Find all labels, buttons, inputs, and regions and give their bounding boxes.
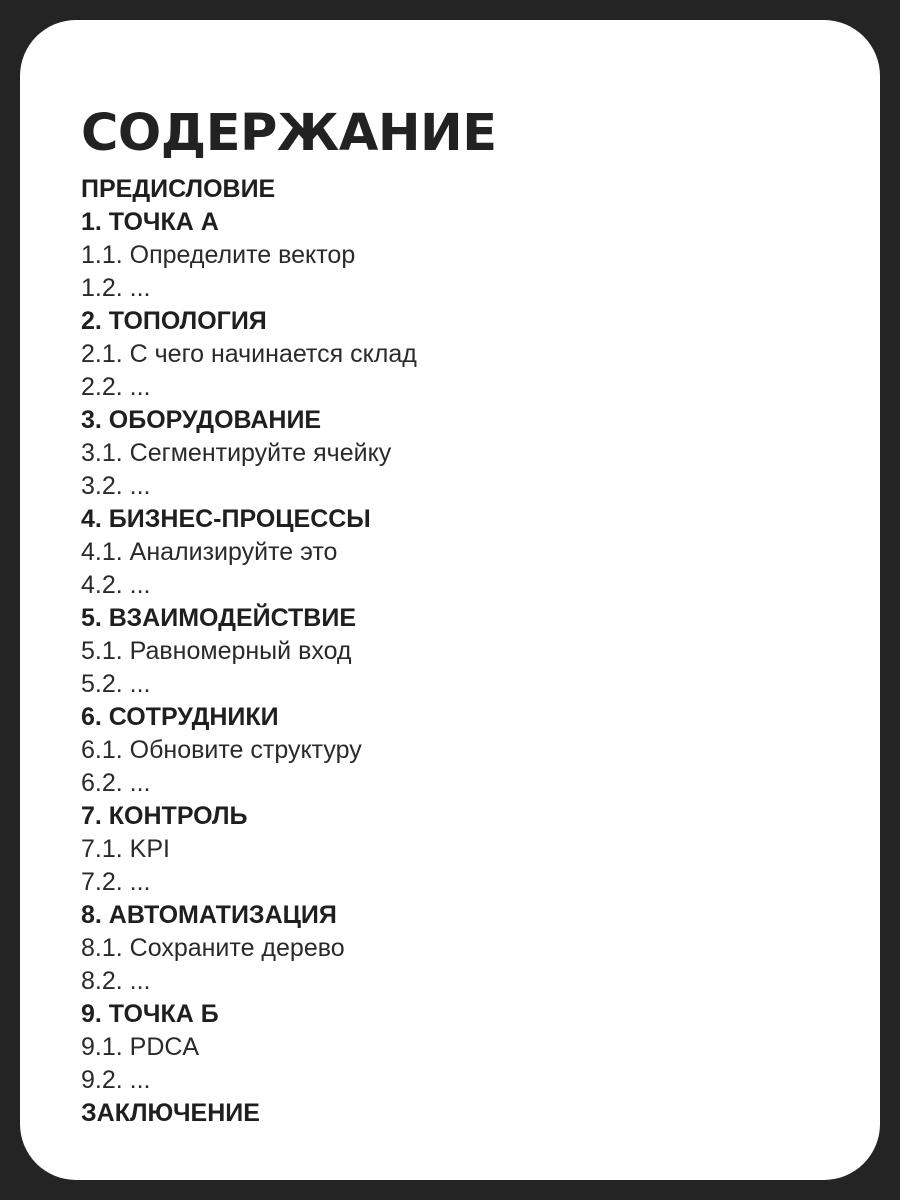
toc-subsection: 7.1. KPI	[81, 835, 170, 863]
toc-subsection: 7.2. ...	[81, 868, 151, 896]
toc-section: 9. ТОЧКА Б	[81, 1000, 219, 1028]
toc-subsection: 9.2. ...	[81, 1066, 151, 1094]
toc-section: 3. ОБОРУДОВАНИЕ	[81, 406, 322, 434]
toc-section: 6. СОТРУДНИКИ	[81, 703, 279, 731]
page-title: СОДЕРЖАНИЕ	[81, 104, 497, 163]
toc-section: ПРЕДИСЛОВИЕ	[81, 175, 276, 203]
toc-subsection: 2.2. ...	[81, 373, 151, 401]
toc-section: 7. КОНТРОЛЬ	[81, 802, 248, 830]
toc-subsection: 5.1. Равномерный вход	[81, 637, 352, 665]
toc-subsection: 8.2. ...	[81, 967, 151, 995]
toc-section: 8. АВТОМАТИЗАЦИЯ	[81, 901, 337, 929]
toc-subsection: 3.2. ...	[81, 472, 151, 500]
toc-subsection: 6.2. ...	[81, 769, 151, 797]
toc-section: 1. ТОЧКА А	[81, 208, 219, 236]
toc-subsection: 5.2. ...	[81, 670, 151, 698]
toc-section: 2. ТОПОЛОГИЯ	[81, 307, 267, 335]
toc-subsection: 1.1. Определите вектор	[81, 241, 356, 269]
toc-subsection: 4.2. ...	[81, 571, 151, 599]
toc-subsection: 1.2. ...	[81, 274, 151, 302]
toc-subsection: 8.1. Сохраните дерево	[81, 934, 345, 962]
toc-subsection: 6.1. Обновите структуру	[81, 736, 362, 764]
toc-section: 4. БИЗНЕС-ПРОЦЕССЫ	[81, 505, 371, 533]
toc-subsection: 9.1. PDCA	[81, 1033, 200, 1061]
toc-section: ЗАКЛЮЧЕНИЕ	[81, 1099, 260, 1127]
toc-section: 5. ВЗАИМОДЕЙСТВИЕ	[81, 604, 356, 632]
table-of-contents	[81, 173, 880, 1130]
toc-subsection: 3.1. Сегментируйте ячейку	[81, 439, 392, 467]
toc-subsection: 2.1. С чего начинается склад	[81, 340, 417, 368]
toc-subsection: 4.1. Анализируйте это	[81, 538, 338, 566]
document-page	[20, 20, 880, 1180]
